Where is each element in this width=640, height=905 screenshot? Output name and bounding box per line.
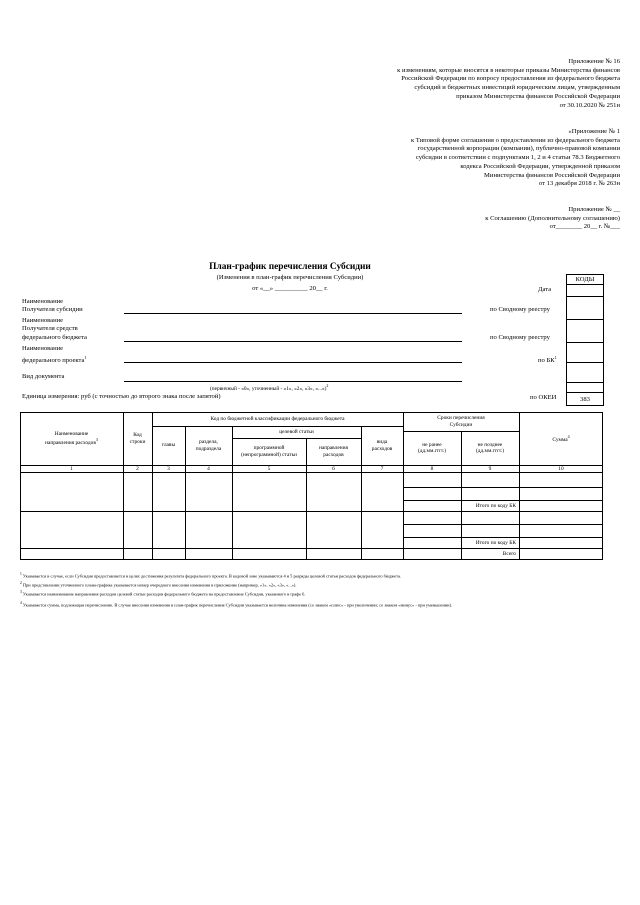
appendix-16-line: к изменениям, которые вносятся в некоторые приказы Министерства финансов [397,66,620,74]
col-header-razdel-text: раздела, [199,439,218,446]
project-label-text: федерального проекта [22,357,85,365]
col-header-vid [361,426,403,465]
col-number: 8 [430,466,434,472]
recipient-label: Получателя субсидии [22,306,83,313]
codes-divider [566,284,604,285]
table-line [20,511,603,512]
col-header-name-text: направления расходов [45,439,96,446]
col-header-to-text: (дд.мм.гггг.) [475,448,505,454]
footnote-4 [20,600,622,609]
table-line [403,487,603,488]
recipient-field-line[interactable] [124,313,462,314]
codes-column [566,274,604,406]
doc-type-footnote-mark: 2 [326,383,329,388]
date-line: от «__» __________ 20__ г. [252,285,328,292]
page-title: План-график перечисления Субсидии [209,262,371,272]
project-label [22,354,87,365]
page-subtitle: (Изменения в план-график перечисления Субсидии) [216,274,364,281]
col-number: 2 [136,466,139,472]
bk-footnote-mark: 1 [554,355,557,360]
col-header-kbk: Код по бюджетной классификации федерального бюджета [210,415,345,422]
codes-divider [566,296,604,297]
col-header-glava: главы [161,442,176,449]
total-label: Всего [502,551,516,557]
footnote-text: При представлении уточненного плана-графика указывается номер очередного внесения изменения в приложение (например, «1», «2», «3», «...»). [22,582,297,588]
codes-divider [566,362,604,363]
appendix-1-line: государственной корпорации (компании), публично-правовой компании [417,145,620,153]
col-number: 3 [167,466,170,472]
budget-recipient-label: Получателя средств [22,325,78,332]
col-header-from-text: не ранее [422,441,442,448]
project-label: Наименование [22,345,64,352]
col-header-to-text: не позднее [477,441,503,448]
col-header-direction-text: направления [319,445,348,452]
footnote-1 [20,571,622,580]
col-header-sum [519,412,603,465]
col-number: 4 [207,466,210,472]
doc-type-hint-text: (первичный - «0», уточненный - «1», «2», «3», «...») [210,385,327,392]
codes-divider [566,319,604,320]
appendix-16-line: от 30.10.2020 № 251н [559,101,620,109]
appendix-1-line: «Приложение № 1 [568,128,620,135]
okei-label: по ОКЕИ [530,394,557,401]
appendix-1-line: Министерства финансов Российской Федерации [484,171,620,179]
col-header-name [20,412,123,465]
col-header-from-text: (дд.мм.гггг.) [417,448,447,454]
budget-recipient-field-line[interactable] [124,341,462,342]
recipient-label: Наименование [22,298,64,305]
col-header-prog-text: программной [253,445,285,452]
col-header-direction-text: расходов [323,451,344,458]
col-header-code-text: Код [133,432,142,439]
table-line [403,524,603,525]
col-header-razdel-text: подраздела [195,445,222,452]
bk-label [538,354,557,365]
appendix-n-line: от________ 20__ г. №___ [549,223,620,231]
budget-recipient-label: федерального бюджета [22,334,87,341]
col-header-sum-text: Сумма [552,436,568,443]
col-header-terms [403,412,519,431]
appendix-n-block [485,206,620,232]
project-footnote-mark: 1 [84,355,87,360]
appendix-16-line: приказом Министерства финансов Российской Федерации [456,92,620,100]
footnote-mark: 1 [20,572,22,576]
footnote-text: Указывается наименование направления расходов целевой статьи расходов федерального бюджета на предоставление Субсидии, указанного в графе 6. [22,591,306,597]
col-header-to [461,431,519,465]
appendix-1-line: субсидии в соответствии с подпунктами 1, 2 и 4 статьи 78.3 Бюджетного [415,154,620,162]
col-header-razdel [185,426,232,465]
footnote-3 [20,589,622,598]
codes-divider [566,342,604,343]
col-header-terms-text: Субсидии [449,421,473,428]
appendix-16-line: Российской Федерации по вопросу предоставления из федерального бюджета [401,75,620,83]
col-header-prog-text: (непрограммной) статьи [241,451,297,458]
col-header-direction [306,438,361,465]
svod-reestr-label: по Сводному реестру [490,334,550,341]
appendix-1-line: от 13 декабря 2018 г. № 263н [538,180,620,188]
col-header-vid-text: вида [376,439,388,446]
col-header-code-text: строки [129,438,146,445]
footnote-2 [20,580,622,589]
appendix-16-line: Приложение № 16 [568,58,620,65]
col-header-terms-text: Сроки перечисления [437,415,485,422]
appendix-1-block [411,128,620,189]
codes-divider [566,382,604,383]
bk-label-text: по БК [538,357,555,365]
doc-type-field-line[interactable] [124,381,462,382]
footnote-mark: 3 [20,590,22,594]
appendix-16-block [397,58,620,110]
subtotal-label: Итого по коду БК [475,540,516,546]
col-header-name-text: Наименование [54,430,89,437]
appendix-1-line: кодекса Российской Федерации, утвержденной приказом [460,162,620,170]
col-name-footnote-mark: 3 [95,437,98,443]
col-header-prog [232,438,306,465]
unit-label: Единица измерения: руб (с точностью до второго знака после запятой) [22,393,221,400]
doc-type-hint [210,383,328,392]
appendix-16-line: субсидий и бюджетных инвестиций юридическим лицам, утвержденным [414,84,620,92]
col-number: 9 [488,466,492,472]
svod-reestr-label: по Сводному реестру [490,306,550,313]
col-number: 1 [70,466,73,472]
table-line [403,500,603,501]
footnote-text: Указывается в случае, если Субсидия предоставляется в целях достижения результата федерального проекта. В кодовой зоне указываются 4 и 5 разряды целевой статьи расходов федерального бюджета. [22,573,402,579]
col-number: 6 [332,466,335,472]
col-header-code [123,412,152,465]
col-number: 7 [380,466,384,472]
codes-header: КОДЫ [575,276,595,283]
project-field-line[interactable] [124,362,462,363]
appendix-n-line: к Соглашению (Дополнительному соглашению) [485,214,620,222]
doc-type-label: Вид документа [22,373,65,380]
appendix-n-line: Приложение № __ [568,206,620,213]
subtotal-label: Итого по коду БК [475,503,516,509]
date-label: Дата [538,286,552,293]
col-header-target: целевой статьи [279,428,314,435]
table-line [403,537,603,538]
col-header-from [403,431,461,465]
table-line [20,548,603,549]
col-number: 10 [558,466,564,472]
footnote-mark: 4 [20,601,22,605]
okei-code: 383 [580,396,590,403]
codes-divider [566,392,604,393]
footnote-mark: 2 [20,581,22,585]
table-line [20,472,603,473]
col-header-vid-text: расходов [371,445,393,452]
col-number: 5 [267,466,271,472]
budget-recipient-label: Наименование [22,317,64,324]
col-sum-footnote-mark: 4 [567,433,570,439]
footnote-text: Указывается сумма, подлежащая перечислению. В случае внесения изменения в план-график перечисления Субсидии указывается величина изменения (со знаком «плюс» - при увеличении; со знаком «минус» - при уменьшении). [22,602,453,608]
appendix-1-line: к Типовой форме соглашения о предоставлении из федерального бюджета [410,136,620,144]
